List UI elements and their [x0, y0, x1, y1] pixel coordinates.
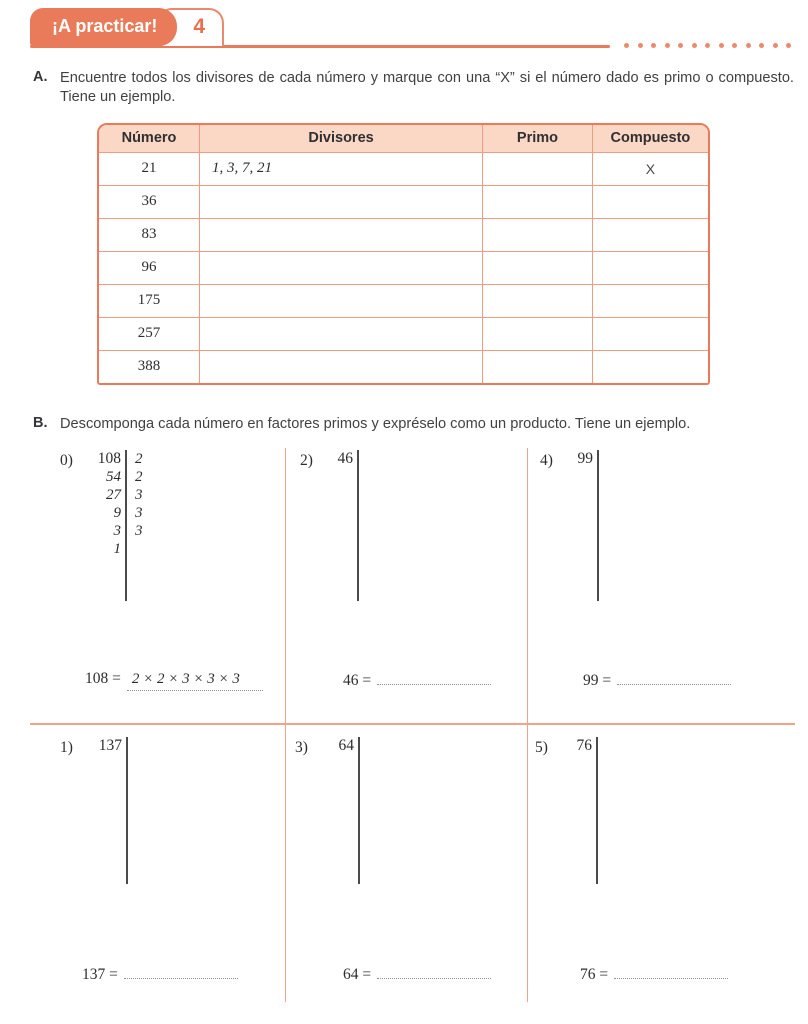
col-header-primo: Primo [483, 125, 593, 152]
answer-line-64: 64 = [343, 966, 491, 984]
answer-line-76: 76 = [580, 966, 728, 984]
numero-cell: 36 [99, 185, 199, 218]
ladder-row: 108 2 [97, 450, 143, 467]
divisores-cell [199, 251, 482, 284]
table-row [99, 152, 708, 185]
ladder-line [358, 737, 360, 884]
answer-line-108: 108 = 2 × 2 × 3 × 3 × 3 [85, 670, 263, 691]
table-header-row [99, 125, 708, 152]
divisores-cell [199, 350, 482, 383]
column-divider-2 [527, 448, 528, 1002]
divisores-cell: 1, 3, 7, 21 [199, 152, 482, 185]
factor-ladder-108 [75, 450, 143, 558]
answer-blank [377, 682, 491, 685]
section-a-label: A. [33, 69, 48, 85]
numero-cell: 83 [99, 218, 199, 251]
ladder-row: 137 [98, 737, 122, 754]
compuesto-cell [592, 185, 708, 218]
numero-cell: 96 [99, 251, 199, 284]
divisores-cell [199, 317, 482, 350]
primo-cell [483, 185, 593, 218]
ladder-line [125, 450, 127, 601]
answer-blank: 2 × 2 × 3 × 3 × 3 [127, 671, 263, 691]
row-divider [30, 723, 795, 725]
answer-line-137: 137 = [82, 966, 238, 984]
numero-cell: 21 [99, 152, 199, 185]
table-row [99, 350, 708, 383]
numero-cell: 257 [99, 317, 199, 350]
ladder-row: 99 [577, 450, 593, 467]
answer-blank [124, 976, 238, 979]
divisores-cell [199, 185, 482, 218]
compuesto-cell: X [592, 152, 708, 185]
ladder-row: 9 3 [113, 504, 143, 521]
exercise-id: 4) [540, 452, 553, 469]
ladder-line [596, 737, 598, 884]
numero-cell: 175 [99, 284, 199, 317]
answer-blank [617, 682, 731, 685]
ladder-row: 54 2 [106, 468, 143, 485]
ladder-row: 27 3 [106, 486, 143, 503]
compuesto-cell [592, 251, 708, 284]
lesson-number-tab: 4 [161, 8, 224, 46]
numero-cell: 388 [99, 350, 199, 383]
factor-ladder-46 [320, 450, 353, 468]
badge-title: ¡A practicar! [30, 8, 177, 46]
exercise-id: 3) [295, 739, 308, 756]
primo-cell [483, 350, 593, 383]
primo-cell [483, 251, 593, 284]
exercise-id: 1) [60, 739, 73, 756]
primo-cell [483, 218, 593, 251]
primo-cell [483, 284, 593, 317]
col-header-numero: Número [99, 125, 199, 152]
compuesto-cell [592, 284, 708, 317]
answer-blank [377, 976, 491, 979]
section-b-instruction: Descomponga cada número en factores primos y expréselo como un producto. Tiene un ejemplo. [60, 416, 691, 432]
ladder-row: 46 [337, 450, 353, 467]
practicar-badge [30, 8, 224, 46]
col-header-compuesto: Compuesto [592, 125, 708, 152]
divisores-cell [199, 218, 482, 251]
column-divider-1 [285, 448, 286, 1002]
factor-ladder-137 [82, 737, 122, 755]
header-dots-decoration [624, 43, 791, 48]
ladder-line [357, 450, 359, 601]
table-row [99, 218, 708, 251]
answer-line-46: 46 = [343, 672, 491, 690]
divisors-table [97, 123, 710, 385]
section-a-instruction: Encuentre todos los divisores de cada número y marque con una “X” si el número dado es primo o compuesto. Tiene un ejemplo. [60, 70, 794, 105]
factor-ladder-99 [560, 450, 593, 468]
table-row [99, 185, 708, 218]
ladder-row: 64 [338, 737, 354, 754]
primo-cell [483, 317, 593, 350]
ladder-line [597, 450, 599, 601]
exercise-id: 5) [535, 739, 548, 756]
ladder-row: 3 3 [113, 522, 143, 539]
ladder-row: 76 [576, 737, 592, 754]
compuesto-cell [592, 317, 708, 350]
factor-ladder-64 [318, 737, 354, 755]
compuesto-cell [592, 218, 708, 251]
col-header-divisores: Divisores [199, 125, 482, 152]
exercise-id: 2) [300, 452, 313, 469]
primo-cell [483, 152, 593, 185]
exercise-id: 0) [60, 452, 73, 469]
table-row [99, 317, 708, 350]
compuesto-cell [592, 350, 708, 383]
answer-line-99: 99 = [583, 672, 731, 690]
table-row [99, 251, 708, 284]
factor-ladder-76 [558, 737, 592, 755]
ladder-line [126, 737, 128, 884]
answer-blank [614, 976, 728, 979]
section-b-label: B. [33, 415, 48, 431]
ladder-row: 1 [113, 540, 121, 557]
table-row [99, 284, 708, 317]
divisores-cell [199, 284, 482, 317]
